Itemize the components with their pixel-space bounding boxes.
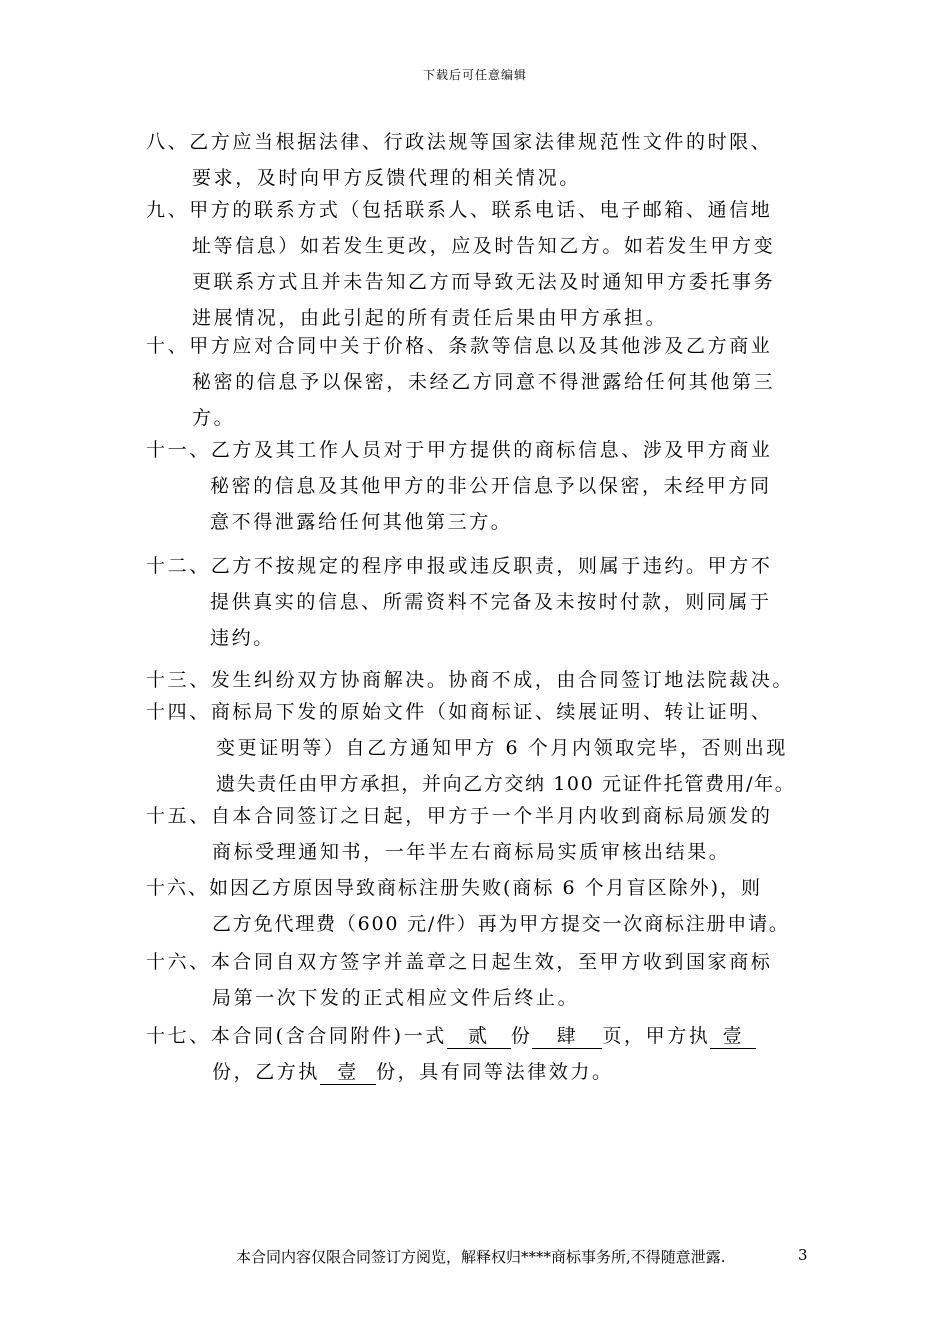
clause-text: 份，乙方执 xyxy=(212,1061,321,1083)
clause-line xyxy=(146,124,772,160)
clause-text: 址等信息）如若发生更改，应及时告知乙方。如若发生甲方变 xyxy=(192,235,776,257)
clause-text: 份 xyxy=(510,1025,533,1047)
clause-16a xyxy=(146,870,790,942)
clause-line xyxy=(146,944,772,980)
clause-text: 份，具有同等法律效力。 xyxy=(376,1061,614,1083)
clause-text: 如因乙方原因导致商标注册失败(商标 6 个月盲区除外)，则 xyxy=(209,877,763,899)
clause-line xyxy=(146,694,795,730)
clause-text: 乙方不按规定的程序申报或违反职责，则属于违约。甲方不 xyxy=(210,555,773,577)
clause-15 xyxy=(146,798,772,870)
clause-number: 十一、 xyxy=(146,439,211,461)
clause-line xyxy=(146,870,790,906)
clause-text: 秘密的信息予以保密，未经乙方同意不得泄露给任何其他第三 xyxy=(192,371,776,393)
clause-text: 页，甲方执 xyxy=(602,1025,711,1047)
page-footer: 本合同内容仅限合同签订方阅览，解释权归****商标事务所,不得随意泄露. xyxy=(236,1248,726,1266)
clause-line xyxy=(146,834,772,870)
clause-line xyxy=(146,160,772,196)
clause-number: 十六、 xyxy=(146,951,211,973)
clause-line xyxy=(146,798,772,834)
page-header: 下载后可任意编辑 xyxy=(422,68,527,82)
clause-8 xyxy=(146,124,772,196)
clause-line xyxy=(146,1018,756,1054)
clause-number: 九、 xyxy=(146,199,190,221)
clause-line xyxy=(146,730,795,766)
clause-line xyxy=(146,432,772,468)
clause-number: 十五、 xyxy=(146,805,211,827)
clause-line xyxy=(146,364,775,400)
clause-text: 乙方应当根据法律、行政法规等国家法律规范性文件的时限、 xyxy=(189,131,773,153)
pages-blank: 肆 xyxy=(532,1024,602,1049)
clause-number: 八、 xyxy=(146,131,190,153)
clause-line xyxy=(146,620,772,656)
clause-line xyxy=(146,468,772,504)
clause-text: 变更证明等）自乙方通知甲方 6 个月内领取完毕，否则出现 xyxy=(216,737,788,759)
clause-13 xyxy=(146,662,794,698)
clause-line xyxy=(146,328,775,364)
clause-number: 十、 xyxy=(146,335,190,357)
clause-text: 自本合同签订之日起，甲方于一个半月内收到商标局颁发的 xyxy=(210,805,773,827)
clause-text: 意不得泄露给任何其他第三方。 xyxy=(210,511,513,533)
clause-line xyxy=(146,980,772,1016)
clause-line xyxy=(146,192,775,228)
clause-line xyxy=(146,766,795,802)
clause-line xyxy=(146,504,772,540)
clause-text: 商标局下发的原始文件（如商标证、续展证明、转让证明、 xyxy=(210,701,773,723)
clause-line xyxy=(146,584,772,620)
page-number: 3 xyxy=(798,1246,808,1264)
clause-14 xyxy=(146,694,795,802)
clause-number: 十二、 xyxy=(146,555,211,577)
clause-line xyxy=(146,228,775,264)
clause-text: 进展情况，由此引起的所有责任后果由甲方承担。 xyxy=(192,307,668,329)
clause-text: 方。 xyxy=(192,407,236,429)
clause-text: 提供真实的信息、所需资料不完备及未按时付款，则同属于 xyxy=(210,591,772,613)
clause-text: 本合同(含合同附件)一式 xyxy=(210,1025,447,1047)
clause-text: 更联系方式且并未告知乙方而导致无法及时通知甲方委托事务 xyxy=(192,271,776,293)
clause-number: 十七、 xyxy=(146,1025,211,1047)
party-b-copies-blank: 壹 xyxy=(320,1060,376,1085)
clause-line xyxy=(146,400,775,436)
clause-10 xyxy=(146,328,775,436)
clause-number: 十四、 xyxy=(146,701,211,723)
clause-line xyxy=(146,548,772,584)
clause-text: 遗失责任由甲方承担，并向乙方交纳 100 元证件托管费用/年。 xyxy=(216,773,796,795)
clause-11 xyxy=(146,432,772,540)
clause-9 xyxy=(146,192,775,336)
clause-12 xyxy=(146,548,772,656)
clause-text: 秘密的信息及其他甲方的非公开信息予以保密，未经甲方同 xyxy=(210,475,772,497)
clause-text: 违约。 xyxy=(210,627,275,649)
clause-number: 十三、 xyxy=(146,669,211,691)
clause-text: 发生纠纷双方协商解决。协商不成，由合同签订地法院裁决。 xyxy=(210,669,795,691)
copies-blank: 贰 xyxy=(447,1024,511,1049)
clause-number: 十六、 xyxy=(146,877,210,899)
clause-text: 商标受理通知书，一年半左右商标局实质审核出结果。 xyxy=(212,841,731,863)
clause-text: 甲方的联系方式（包括联系人、联系电话、电子邮箱、通信地 xyxy=(189,199,773,221)
clause-text: 局第一次下发的正式相应文件后终止。 xyxy=(212,987,580,1009)
clause-text: 本合同自双方签字并盖章之日起生效，至甲方收到国家商标 xyxy=(210,951,773,973)
party-a-copies-blank: 壹 xyxy=(710,1024,756,1049)
clause-line xyxy=(146,264,775,300)
clause-text: 要求，及时向甲方反馈代理的相关情况。 xyxy=(192,167,581,189)
clause-text: 甲方应对合同中关于价格、条款等信息以及其他涉及乙方商业 xyxy=(189,335,773,357)
clause-line xyxy=(146,1054,756,1090)
clause-16b xyxy=(146,944,772,1016)
clause-line xyxy=(146,906,790,942)
clause-text: 乙方免代理费（600 元/件）再为甲方提交一次商标注册申请。 xyxy=(212,913,790,935)
clause-17 xyxy=(146,1018,756,1090)
clause-line xyxy=(146,662,794,698)
clause-text: 乙方及其工作人员对于甲方提供的商标信息、涉及甲方商业 xyxy=(210,439,773,461)
